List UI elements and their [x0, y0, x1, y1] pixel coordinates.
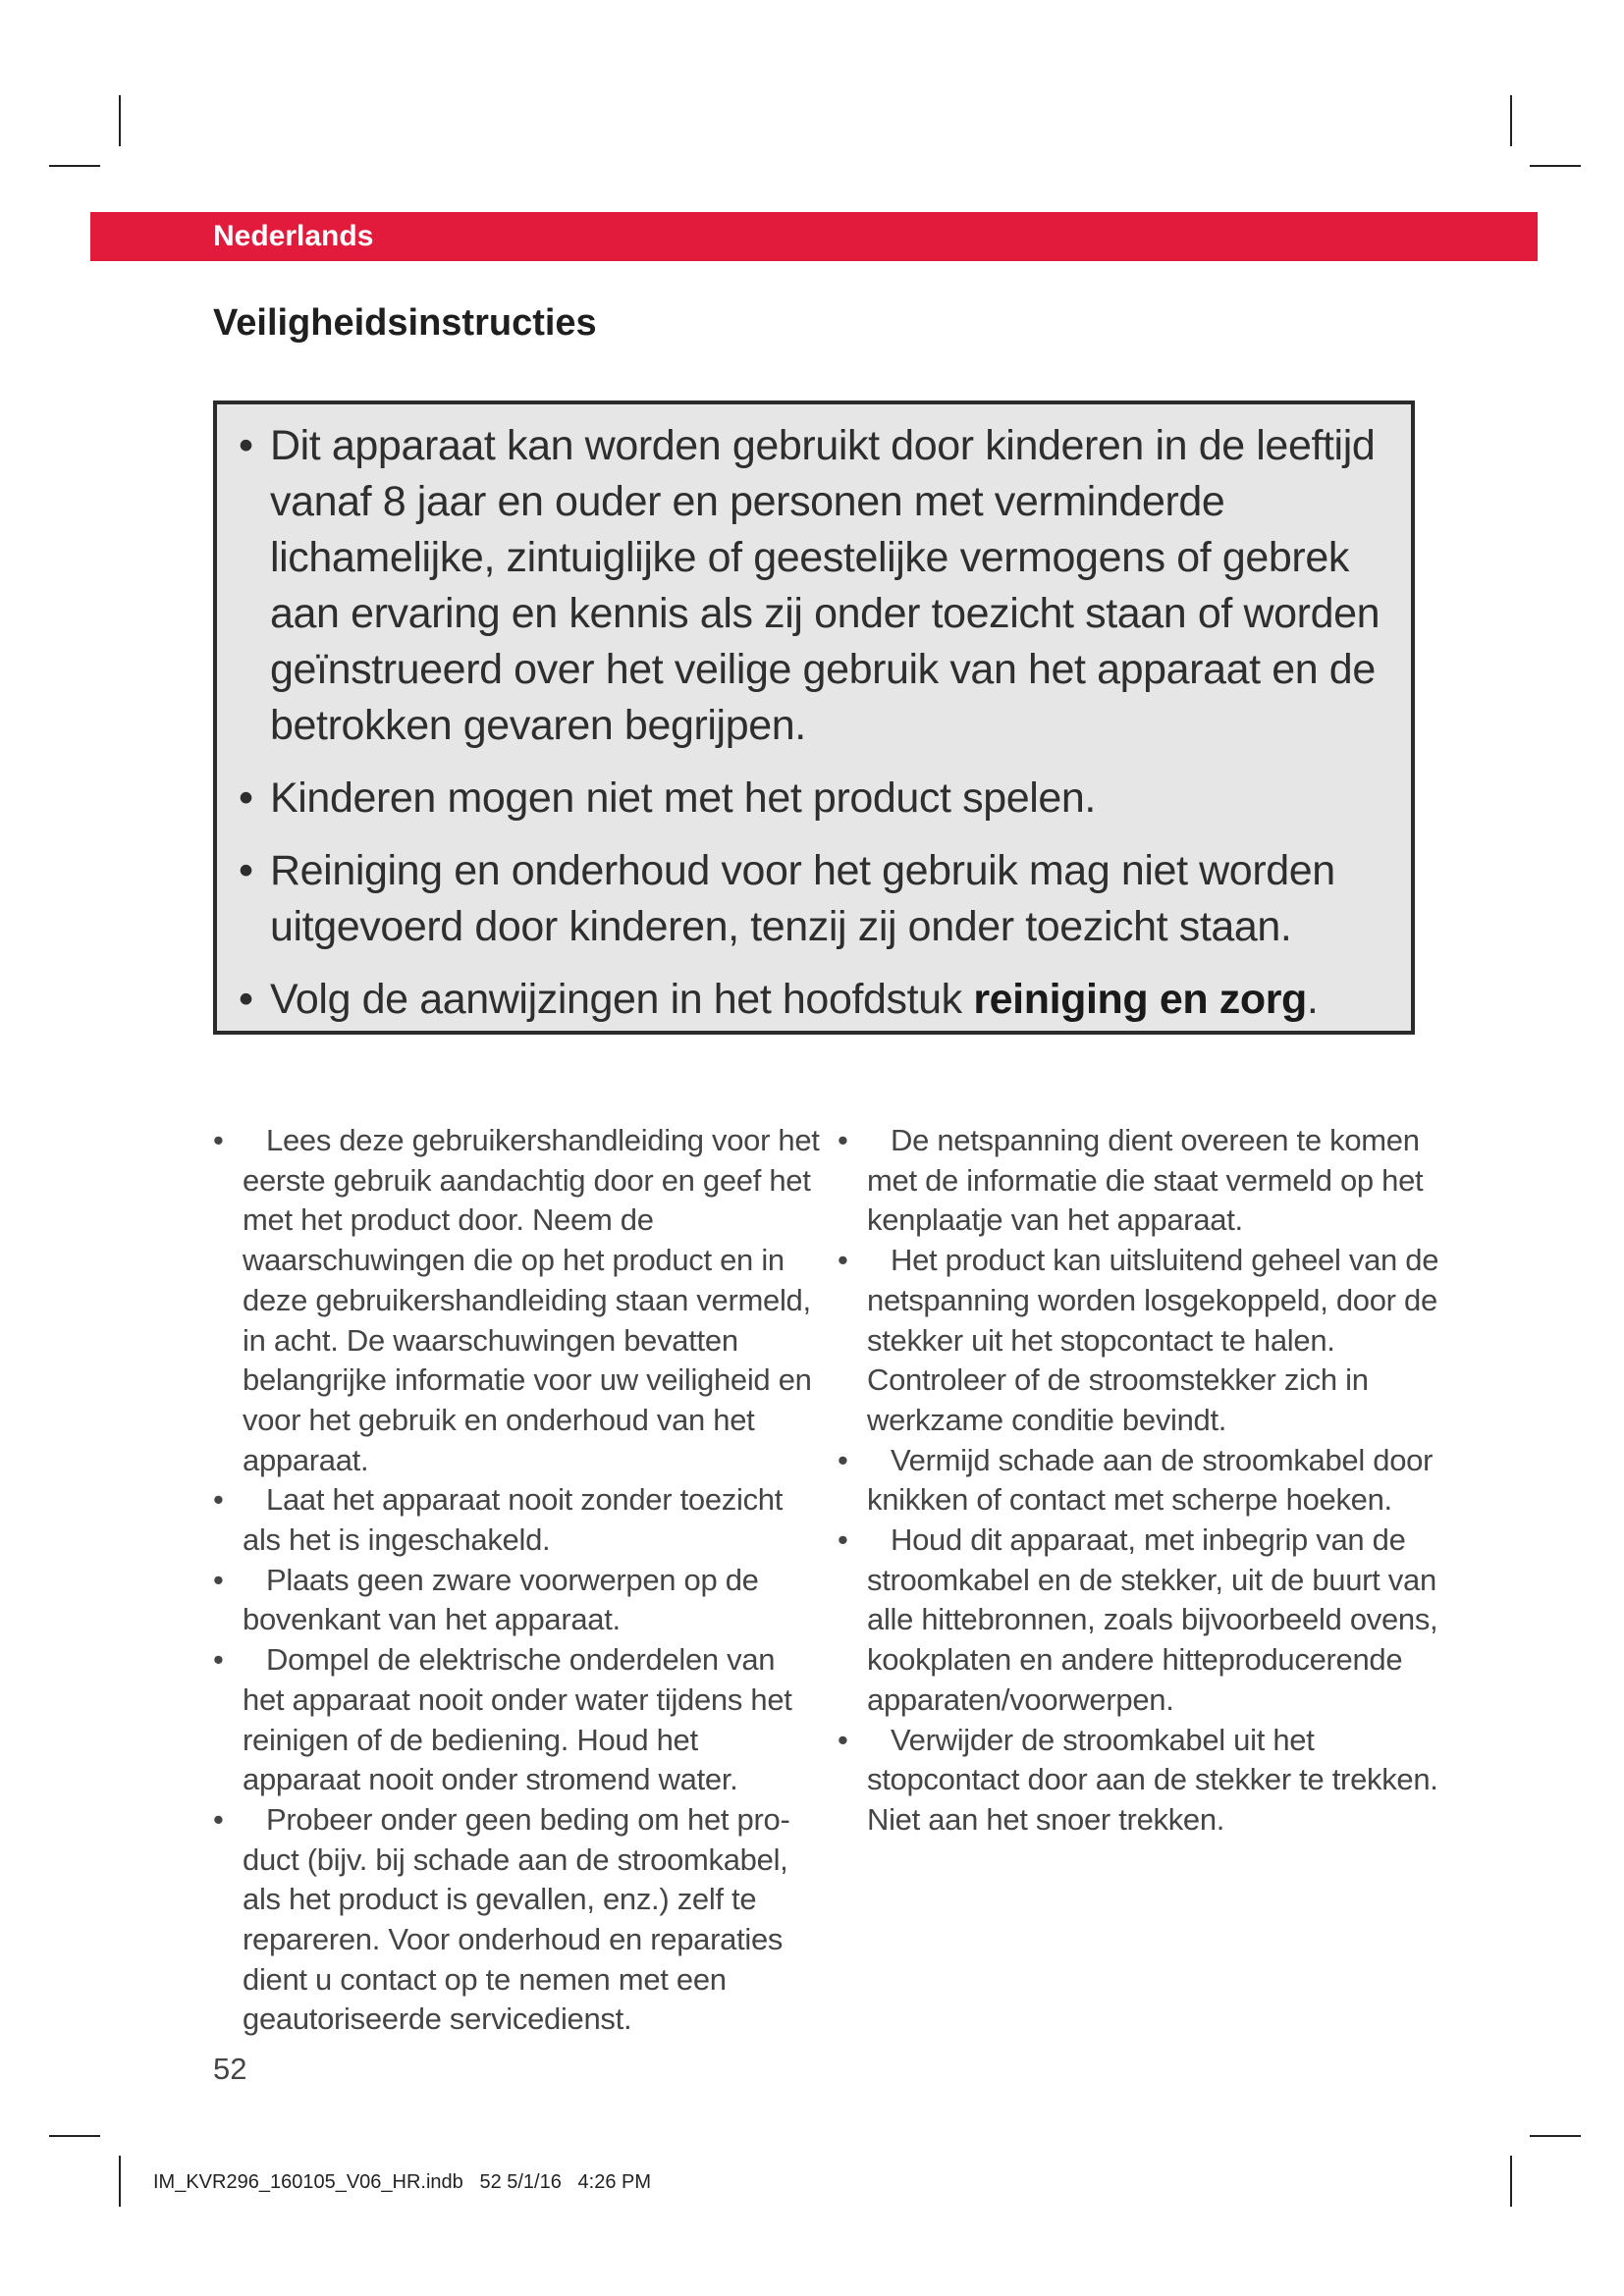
crop-mark-top-left-vertical	[119, 95, 121, 146]
right-column	[838, 1121, 1456, 1841]
warning-list	[239, 418, 1395, 1028]
bullet-icon: •	[838, 1243, 848, 1278]
crop-mark-top-left-horizontal	[49, 165, 100, 167]
warning-box	[213, 400, 1415, 1035]
list-item	[213, 1121, 822, 1480]
list-item	[838, 1241, 1456, 1441]
instruction-text: Houd dit apparaat, met inbegrip van de stroomkabel en de stekker, uit de buurt van alle hittebronnen, zoals bijvoorbeeld ovens, kookplaten en andere hitteproducerende apparaten/voorwerpen.	[867, 1522, 1438, 1717]
bullet-icon: •	[239, 847, 253, 894]
instruction-text: Het product kan uitsluitend geheel van de netspanning worden losgekoppeld, door de stekker uit het stopcontact te halen. Controleer of de stroomstekker zich in werkzame conditie bevindt.	[867, 1243, 1439, 1437]
print-file-info: IM_KVR296_160105_V06_HR.indb 52 5/1/16 4:26 PM	[153, 2171, 652, 2193]
bullet-icon: •	[239, 774, 253, 822]
list-item	[213, 1561, 822, 1640]
bullet-icon: •	[213, 1562, 224, 1597]
section-title: Veiligheidsinstructies	[213, 302, 597, 344]
list-item	[213, 1800, 822, 2040]
bullet-icon: •	[239, 422, 253, 469]
instruction-text: Dompel de elektrische onderdelen van het apparaat nooit onder water tijdens het reinigen of de bediening. Houd het apparaat nooit onder stromend water.	[243, 1642, 792, 1797]
warning-text-bold: reiniging en zorg	[973, 976, 1307, 1023]
instruction-text: Plaats geen zware voorwerpen op de bovenkant van het apparaat.	[243, 1562, 759, 1637]
bullet-icon: •	[213, 1642, 224, 1678]
instruction-text: De netspanning dient overeen te komen met de informatie die staat vermeld op het kenplaatje van het apparaat.	[867, 1123, 1424, 1238]
crop-mark-top-right-vertical	[1510, 95, 1512, 146]
bullet-icon: •	[213, 1123, 224, 1157]
list-item	[213, 1640, 822, 1800]
language-bar	[90, 212, 1538, 261]
instruction-text: Lees deze gebruikershandleiding voor het eerste gebruik aandachtig door en geef het met het product door. Neem de waarschuwingen die op het product en in deze gebruikershandleiding staan vermeld, in acht. De waarschuwingen bevatten belangrijke informatie voor uw veiligheid en voor het gebruik en onderhoud van het apparaat.	[243, 1123, 820, 1477]
left-instruction-list	[213, 1121, 822, 2040]
instruction-text: Verwijder de stroomkabel uit het stopcontact door aan de stekker te trekken. Niet aan het snoer trekken.	[867, 1722, 1438, 1837]
warning-text: Volg de aanwijzingen in het hoofdstuk	[270, 976, 974, 1023]
warning-text: Reiniging en onderhoud voor het gebruik mag niet worden uitgevoerd door kinderen, tenzij zij onder toezicht staan.	[270, 847, 1335, 950]
list-item	[838, 1721, 1456, 1841]
bullet-icon: •	[838, 1123, 848, 1157]
warning-item	[239, 418, 1395, 754]
bullet-icon: •	[213, 1801, 224, 1837]
crop-mark-bottom-left-horizontal	[49, 2135, 100, 2137]
list-item	[213, 1480, 822, 1560]
bullet-icon: •	[838, 1722, 848, 1757]
bullet-icon: •	[213, 1482, 224, 1518]
warning-text: Kinderen mogen niet met het product spelen.	[270, 774, 1096, 822]
instruction-text: Vermijd schade aan de stroomkabel door knikken of contact met scherpe hoeken.	[867, 1442, 1434, 1518]
list-item	[838, 1441, 1456, 1521]
right-instruction-list	[838, 1121, 1456, 1841]
bullet-icon: •	[838, 1442, 848, 1477]
warning-item	[239, 843, 1395, 955]
bullet-icon: •	[838, 1522, 848, 1558]
instruction-text: Laat het apparaat nooit zonder toezicht als het is ingeschakeld.	[243, 1482, 784, 1558]
crop-mark-bottom-left-vertical	[119, 2156, 121, 2207]
instruction-text: Probeer onder geen beding om het pro-duct (bijv. bij schade aan de stroomkabel, als het product is gevallen, enz.) zelf te repareren. Voor onderhoud en reparaties dient u contact op te nemen met een geautoriseerde servicedienst.	[243, 1801, 790, 2037]
warning-item	[239, 771, 1395, 827]
list-item	[838, 1121, 1456, 1241]
list-item	[838, 1521, 1456, 1721]
crop-mark-top-right-horizontal	[1530, 165, 1581, 167]
bullet-icon: •	[239, 976, 253, 1023]
left-column	[213, 1121, 822, 2040]
crop-mark-bottom-right-horizontal	[1530, 2135, 1581, 2137]
warning-item	[239, 972, 1395, 1028]
page-number: 52	[213, 2052, 247, 2086]
warning-text-end: .	[1306, 976, 1319, 1023]
crop-mark-bottom-right-vertical	[1510, 2156, 1512, 2207]
warning-text: Dit apparaat kan worden gebruikt door kinderen in de leeftijd vanaf 8 jaar en ouder en personen met verminderde lichamelijke, zintuiglijke of geestelijke vermogens of gebrek aan ervaring en kennis als zij onder toezicht staan of worden geïnstrueerd over het veilige gebruik van het apparaat en de betrokken gevaren begrijpen.	[270, 422, 1380, 749]
language-label: Nederlands	[213, 220, 374, 252]
